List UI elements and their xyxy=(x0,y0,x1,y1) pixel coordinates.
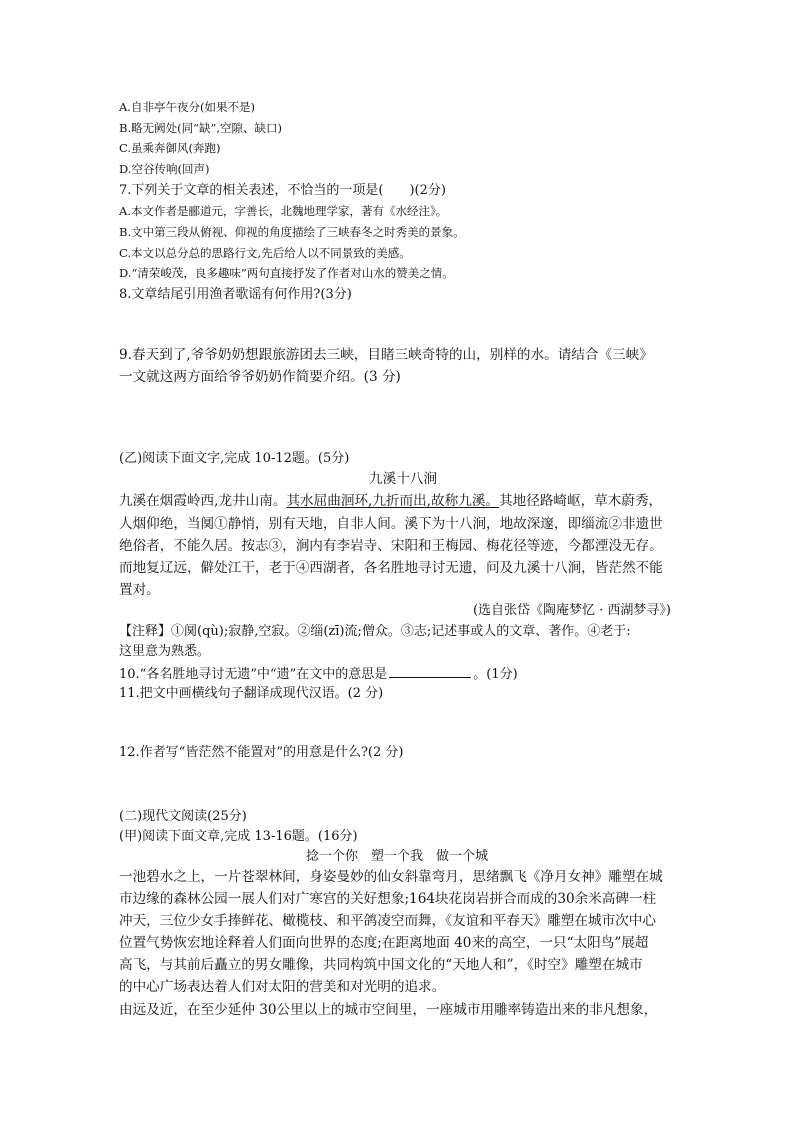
passage-line-5: 置对。 xyxy=(119,582,160,598)
article-line-2: 市边缘的森林公园一展人们对广寒宫的关好想象;164块花岗岩拼合而成的30余米高碑一柱 xyxy=(119,891,657,907)
q6-option-c: C.虽乘奔御风(奔跑) xyxy=(119,141,221,155)
notes-line-1: 【注释】①阒(qù);寂静,空寂。②缁(zī)流;僧众。③志;记述事或人的文章、著作。④老于: xyxy=(119,624,631,639)
q11-question: 11.把文中画横线句子翻译成现代汉语。(2 分) xyxy=(119,686,384,701)
passage-line-3: 绝俗者，不能久居。按志③，涧内有李岩寺、宋阳和王梅园、梅花径等迹，今都湮没无存。 xyxy=(119,538,663,554)
notes-line-2: 这里意为熟悉。 xyxy=(119,644,211,659)
part-yi-intro: (乙)阅读下面文字,完成 10-12题。(5分) xyxy=(119,451,350,466)
article-line-7: 由远及近，在至少延仲 30公里以上的城市空间里，一座城市用雕率铸造出来的非凡想象， xyxy=(119,1002,658,1018)
q12-question: 12.作者写“皆茫然不能置对”的用意是什么?(2 分) xyxy=(119,745,404,760)
q8-question: 8.文章结尾引用渔者歌谣有何作用?(3分) xyxy=(119,287,352,302)
q6-option-a: A.自非亭午夜分(如果不是) xyxy=(119,100,255,114)
article-line-4: 位置气势恢宏地诠释着人们面向世界的态度;在距离地面 40来的高空，一只“太阳鸟”展超 xyxy=(119,935,649,951)
underlined-sentence: 其水屈曲洄环,九折而出,故称九溪。 xyxy=(286,493,500,509)
q7-stem: 7.下列关于文章的相关表述，不恰当的一项是( )(2分) xyxy=(119,183,446,198)
q10-answer-blank[interactable] xyxy=(389,666,471,678)
passage-line-2: 人烟仰绝，当阒①静悄，别有天地，自非人间。溪下为十八涧，地故深邃，即缁流②非遗世 xyxy=(119,516,663,532)
article-line-5: 高飞，与其前后矗立的男女雕像，共同构筑中国文化的“天地人和”，《时空》雕塑在城市 xyxy=(119,957,643,973)
passage-line-1 xyxy=(119,495,662,509)
q6-option-d: D.空谷传响(回声) xyxy=(119,162,210,176)
article-line-3: 冲天，三位少女手捧鲜花、橄榄枝、和平鸽凌空而舞，《友谊和平春天》雕塑在城市次中心 xyxy=(119,913,656,929)
q6-option-b: B.略无阙处(同“缺”,空隙、缺口) xyxy=(119,121,282,135)
passage-line-4: 而地复辽远，僻处江干，老于④西湖者，各名胜地寻讨无遗，问及九溪十八涧，皆茫然不能 xyxy=(119,560,663,576)
q10-question xyxy=(119,666,518,681)
q7-option-a: A.本文作者是郦道元，字善长，北魏地理学家，著有《水经注》。 xyxy=(119,204,448,218)
passage-title: 九溪十八涧 xyxy=(369,471,437,487)
q9-question-line2: 一文就这两方面给爷爷奶奶作简要介绍。(3 分) xyxy=(119,369,401,385)
passage-line-1-end: 其地径路崎岖，草木蔚秀， xyxy=(499,493,663,509)
article-title: 捻一个你 塑一个我 做一个城 xyxy=(305,849,488,864)
q9-question-line1: 9.春天到了,爷爷奶奶想跟旅游团去三峡，目睹三峡奇特的山，别样的水。请结合《三峡》 xyxy=(119,347,653,363)
q7-option-c: C.本文以总分总的思路行文,先后给人以不同景致的美感。 xyxy=(119,246,411,260)
article-line-6: 的中心广场表达着人们对太阳的营美和对光明的追求。 xyxy=(119,979,446,995)
part-modern-heading: (二)现代文阅读(25分) xyxy=(119,809,247,824)
article-line-1: 一池碧水之上，一片苍翠林间，身姿曼妙的仙女斜靠弯月，思绪飘飞《净月女神》雕塑在城 xyxy=(119,869,663,885)
q10-stem: 10.“各名胜地寻讨无遗”中“遗”在文中的意思是 xyxy=(119,667,388,682)
q10-points: 。(1分) xyxy=(473,667,518,682)
part-modern-intro: (甲)阅读下面文章,完成 13-16题。(16分) xyxy=(119,829,358,844)
passage-line-1-start: 九溪在烟霞岭西,龙井山南。 xyxy=(119,493,287,509)
passage-source: (选自张岱《陶庵梦忆 · 西湖梦寻》) xyxy=(472,603,671,618)
q7-option-d: D.“清荣峻茂，良多趣味”两句直接抒发了作者对山水的赞美之情。 xyxy=(119,266,454,280)
q7-option-b: B.文中第三段从俯视、仰视的角度描绘了三峡春冬之时秀美的景象。 xyxy=(119,225,465,239)
